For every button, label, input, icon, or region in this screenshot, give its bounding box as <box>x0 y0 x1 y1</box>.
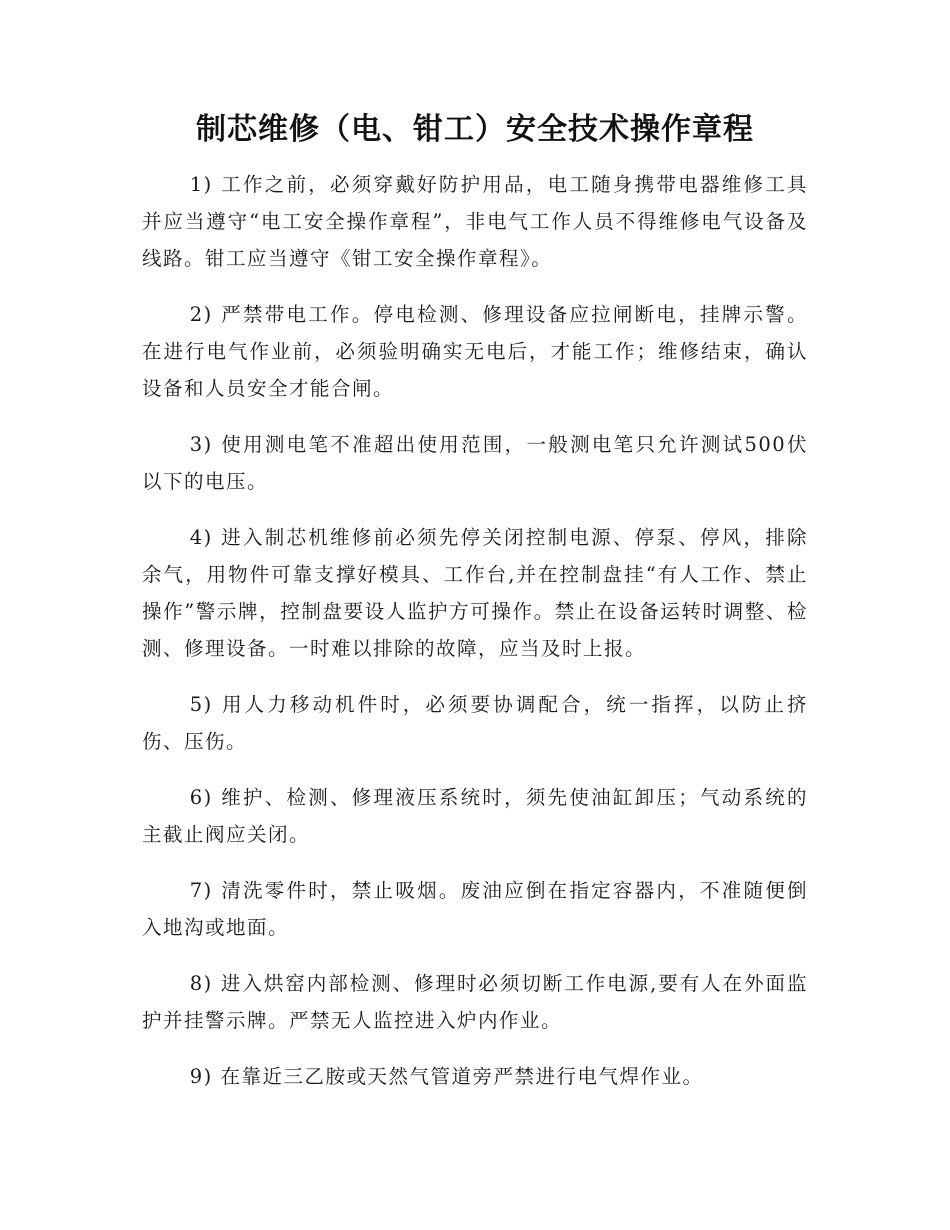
paragraph-7: 7) 清洗零件时，禁止吸烟。废油应倒在指定容器内，不准随便倒入地沟或地面。 <box>142 879 808 939</box>
paragraph-9: 9) 在靠近三乙胺或天然气管道旁严禁进行电气焊作业。 <box>189 1065 704 1088</box>
paragraph-1: 1) 工作之前，必须穿戴好防护用品，电工随身携带电器维修工具并应当遵守“电工安全操作章程”，非电气工作人员不得维修电气设备及线路。钳工应当遵守《钳工安全操作章程》。 <box>142 173 808 270</box>
document-title: 制芯维修（电、钳工）安全技术操作章程 <box>196 112 754 147</box>
paragraph-8: 8) 进入烘窑内部检测、修理时必须切断工作电源,要有人在外面监护并挂警示牌。严禁无人监控进入炉内作业。 <box>142 972 808 1032</box>
paragraph-5: 5) 用人力移动机件时，必须要协调配合，统一指挥，以防止挤伤、压伤。 <box>142 693 808 753</box>
paragraph-6: 6) 维护、检测、修理液压系统时，须先使油缸卸压；气动系统的主截止阀应关闭。 <box>142 786 808 846</box>
paragraph-4: 4) 进入制芯机维修前必须先停关闭控制电源、停泵、停风，排除余气，用物件可靠支撑好模具、工作台,并在控制盘挂“有人工作、禁止操作”警示牌，控制盘要设人监护方可操作。禁止在设备运转时调整、检测、修理设备。一时难以排除的故障，应当及时上报。 <box>142 526 808 660</box>
paragraph-3: 3) 使用测电笔不准超出使用范围，一般测电笔只允许测试500伏以下的电压。 <box>142 433 808 493</box>
document-body <box>142 166 808 1114</box>
paragraph-2: 2) 严禁带电工作。停电检测、修理设备应拉闸断电，挂牌示警。在进行电气作业前，必须验明确实无电后，才能工作；维修结束，确认设备和人员安全才能合闸。 <box>142 303 808 400</box>
